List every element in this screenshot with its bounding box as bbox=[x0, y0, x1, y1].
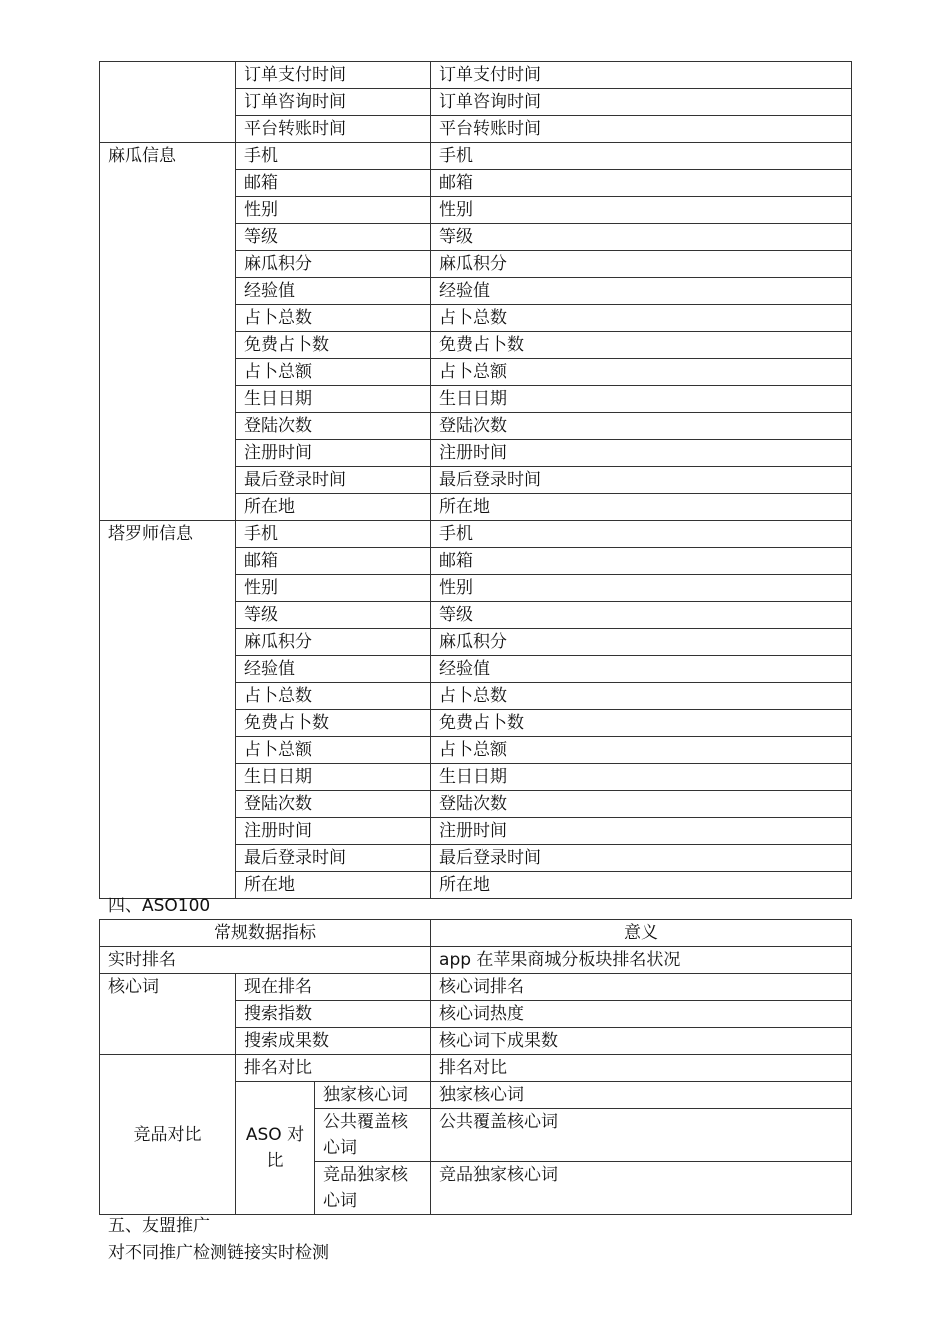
core-group-label: 核心词 bbox=[100, 974, 236, 1055]
meaning-cell: 注册时间 bbox=[431, 818, 852, 845]
core-field: 现在排名 bbox=[236, 974, 431, 1001]
meaning-cell: 占卜总额 bbox=[431, 737, 852, 764]
section-heading-umeng: 五、友盟推广 bbox=[108, 1216, 210, 1236]
aso-meaning: 竞品独家核心词 bbox=[431, 1162, 852, 1215]
meaning-cell: 订单支付时间 bbox=[431, 62, 852, 89]
meaning-cell: 经验值 bbox=[431, 656, 852, 683]
field-cell: 登陆次数 bbox=[236, 413, 431, 440]
field-cell: 生日日期 bbox=[236, 764, 431, 791]
meaning-cell: 麻瓜积分 bbox=[431, 251, 852, 278]
meaning-cell: 麻瓜积分 bbox=[431, 629, 852, 656]
meaning-cell: 占卜总数 bbox=[431, 683, 852, 710]
field-cell: 经验值 bbox=[236, 278, 431, 305]
meaning-cell: 手机 bbox=[431, 521, 852, 548]
section-heading-aso100: 四、ASO100 bbox=[108, 896, 211, 916]
field-cell: 性别 bbox=[236, 575, 431, 602]
rank-compare-meaning: 排名对比 bbox=[431, 1055, 852, 1082]
realtime-label: 实时排名 bbox=[100, 947, 431, 974]
user-fields-table bbox=[99, 61, 852, 899]
aso-field: 公共覆盖核心词 bbox=[315, 1109, 431, 1162]
field-cell: 登陆次数 bbox=[236, 791, 431, 818]
rank-compare-field: 排名对比 bbox=[236, 1055, 431, 1082]
aso-meaning: 公共覆盖核心词 bbox=[431, 1109, 852, 1162]
table-row bbox=[100, 947, 852, 974]
meaning-cell: 所在地 bbox=[431, 872, 852, 899]
core-meaning: 核心词排名 bbox=[431, 974, 852, 1001]
core-field: 搜索成果数 bbox=[236, 1028, 431, 1055]
field-cell: 麻瓜积分 bbox=[236, 629, 431, 656]
compete-group-label: 竞品对比 bbox=[100, 1055, 236, 1215]
meaning-cell: 等级 bbox=[431, 602, 852, 629]
field-cell: 最后登录时间 bbox=[236, 467, 431, 494]
table-row bbox=[100, 62, 852, 89]
field-cell: 麻瓜积分 bbox=[236, 251, 431, 278]
meaning-cell: 生日日期 bbox=[431, 764, 852, 791]
field-cell: 经验值 bbox=[236, 656, 431, 683]
meaning-cell: 最后登录时间 bbox=[431, 467, 852, 494]
meaning-cell: 占卜总数 bbox=[431, 305, 852, 332]
group-label: 麻瓜信息 bbox=[100, 143, 236, 521]
realtime-meaning: app 在苹果商城分板块排名状况 bbox=[431, 947, 852, 974]
aso-meaning: 独家核心词 bbox=[431, 1082, 852, 1109]
field-cell: 邮箱 bbox=[236, 170, 431, 197]
table-row bbox=[100, 521, 852, 548]
field-cell: 占卜总额 bbox=[236, 737, 431, 764]
field-cell: 注册时间 bbox=[236, 818, 431, 845]
field-cell: 等级 bbox=[236, 602, 431, 629]
meaning-cell: 等级 bbox=[431, 224, 852, 251]
meaning-cell: 登陆次数 bbox=[431, 413, 852, 440]
field-cell: 注册时间 bbox=[236, 440, 431, 467]
group-label-empty bbox=[100, 62, 236, 143]
meaning-cell: 性别 bbox=[431, 575, 852, 602]
aso-field: 竞品独家核心词 bbox=[315, 1162, 431, 1215]
meaning-cell: 最后登录时间 bbox=[431, 845, 852, 872]
field-cell: 邮箱 bbox=[236, 548, 431, 575]
meaning-cell: 手机 bbox=[431, 143, 852, 170]
field-cell: 免费占卜数 bbox=[236, 710, 431, 737]
meaning-cell: 经验值 bbox=[431, 278, 852, 305]
meaning-cell: 注册时间 bbox=[431, 440, 852, 467]
field-cell: 免费占卜数 bbox=[236, 332, 431, 359]
field-cell: 占卜总额 bbox=[236, 359, 431, 386]
meaning-cell: 登陆次数 bbox=[431, 791, 852, 818]
header-metric: 常规数据指标 bbox=[100, 920, 431, 947]
field-cell: 订单咨询时间 bbox=[236, 89, 431, 116]
meaning-cell: 邮箱 bbox=[431, 548, 852, 575]
core-field: 搜索指数 bbox=[236, 1001, 431, 1028]
meaning-cell: 邮箱 bbox=[431, 170, 852, 197]
meaning-cell: 性别 bbox=[431, 197, 852, 224]
meaning-cell: 占卜总额 bbox=[431, 359, 852, 386]
field-cell: 等级 bbox=[236, 224, 431, 251]
core-meaning: 核心词下成果数 bbox=[431, 1028, 852, 1055]
aso-compare-label: ASO 对比 bbox=[236, 1082, 315, 1215]
aso-field: 独家核心词 bbox=[315, 1082, 431, 1109]
header-meaning: 意义 bbox=[431, 920, 852, 947]
field-cell: 占卜总数 bbox=[236, 305, 431, 332]
core-meaning: 核心词热度 bbox=[431, 1001, 852, 1028]
field-cell: 平台转账时间 bbox=[236, 116, 431, 143]
table-row bbox=[100, 1055, 852, 1082]
section-text-umeng: 对不同推广检测链接实时检测 bbox=[108, 1243, 329, 1263]
meaning-cell: 免费占卜数 bbox=[431, 332, 852, 359]
field-cell: 所在地 bbox=[236, 494, 431, 521]
group-label: 塔罗师信息 bbox=[100, 521, 236, 899]
aso100-table bbox=[99, 919, 852, 1215]
meaning-cell: 订单咨询时间 bbox=[431, 89, 852, 116]
meaning-cell: 生日日期 bbox=[431, 386, 852, 413]
table-row bbox=[100, 974, 852, 1001]
meaning-cell: 所在地 bbox=[431, 494, 852, 521]
field-cell: 手机 bbox=[236, 143, 431, 170]
field-cell: 订单支付时间 bbox=[236, 62, 431, 89]
meaning-cell: 免费占卜数 bbox=[431, 710, 852, 737]
field-cell: 性别 bbox=[236, 197, 431, 224]
field-cell: 最后登录时间 bbox=[236, 845, 431, 872]
meaning-cell: 平台转账时间 bbox=[431, 116, 852, 143]
field-cell: 占卜总数 bbox=[236, 683, 431, 710]
field-cell: 生日日期 bbox=[236, 386, 431, 413]
table-header-row bbox=[100, 920, 852, 947]
table-row bbox=[100, 143, 852, 170]
field-cell: 所在地 bbox=[236, 872, 431, 899]
field-cell: 手机 bbox=[236, 521, 431, 548]
